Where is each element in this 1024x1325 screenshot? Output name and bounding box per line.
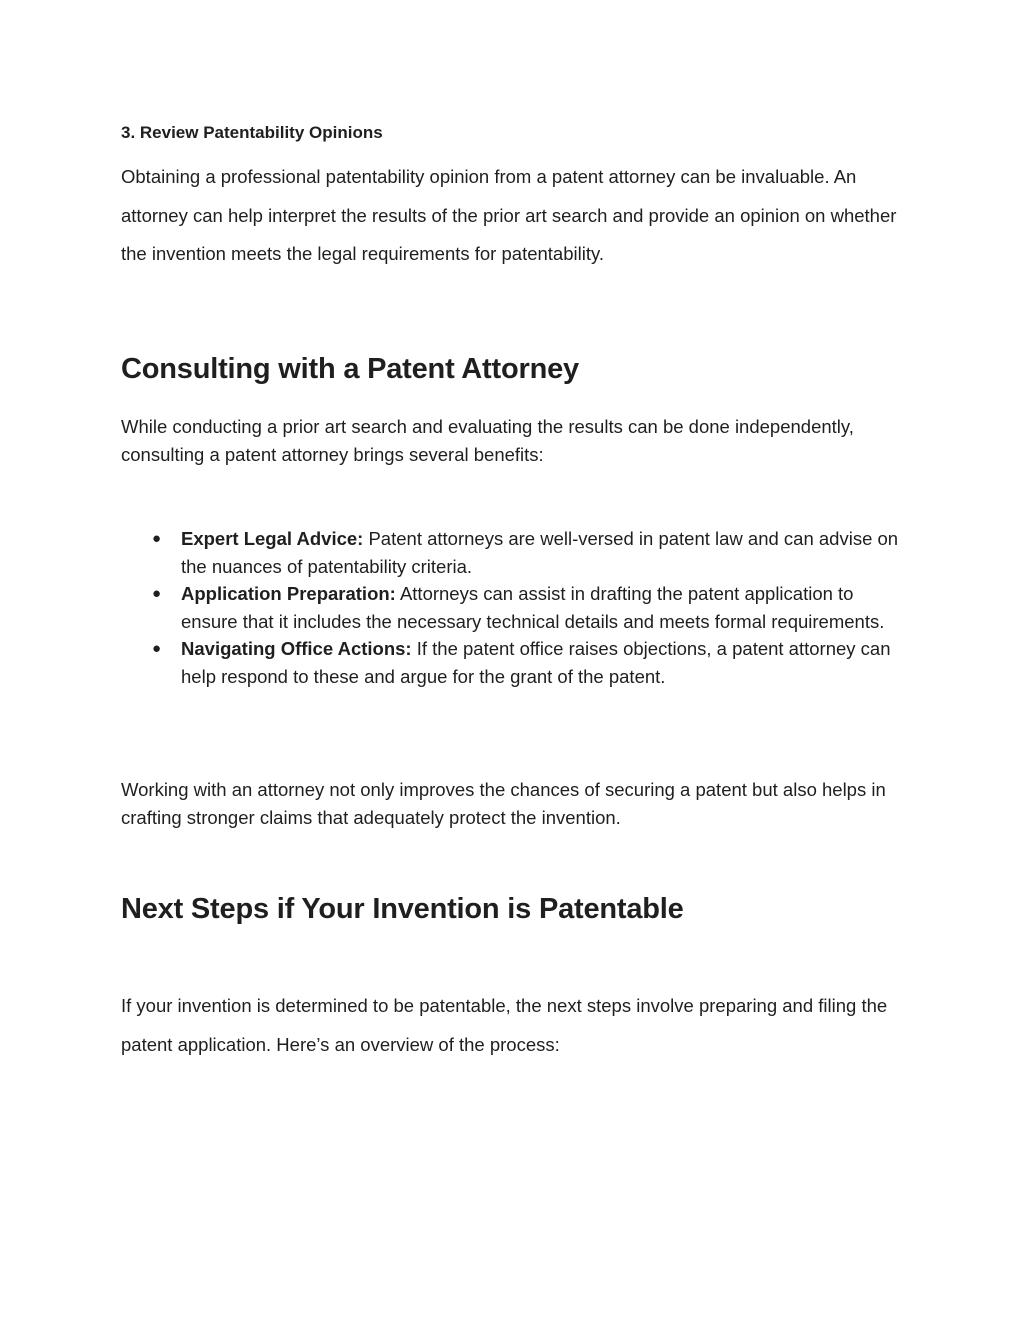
bullet-text: Patent attorneys are well-versed in patent law and can advise on the nuances of patentability criteria.	[181, 528, 899, 577]
list-item	[121, 580, 911, 635]
consulting-intro-paragraph: While conducting a prior art search and evaluating the results can be done independently, consulting a patent attorney brings several benefits:	[121, 416, 854, 465]
next-steps-paragraph: If your invention is determined to be patentable, the next steps involve preparing and filing the patent application. Here’s an overview of the process:	[121, 995, 888, 1055]
consulting-heading: Consulting with a Patent Attorney	[121, 353, 579, 385]
bullet-icon: ●	[152, 585, 162, 602]
list-item	[121, 635, 911, 690]
next-steps-heading: Next Steps if Your Invention is Patentable	[121, 893, 684, 925]
bullet-term: Application Preparation:	[181, 583, 396, 604]
bullet-icon: ●	[152, 640, 162, 657]
bullet-term: Navigating Office Actions:	[181, 638, 412, 659]
consulting-conclusion-paragraph: Working with an attorney not only improves the chances of securing a patent but also helps in crafting stronger claims that adequately protect the invention.	[121, 779, 886, 828]
bullet-text: If the patent office raises objections, a patent attorney can help respond to these and argue for the grant of the patent.	[181, 638, 891, 687]
bullet-text: Attorneys can assist in drafting the patent application to ensure that it includes the necessary technical details and meets formal requirements.	[181, 583, 885, 632]
review-opinions-heading: 3. Review Patentability Opinions	[121, 123, 383, 142]
review-opinions-paragraph: Obtaining a professional patentability opinion from a patent attorney can be invaluable. An attorney can help interpret the results of the prior art search and provide an opinion on whether the invention meets the legal requirements for patentability.	[121, 166, 897, 265]
benefits-list	[121, 525, 911, 690]
bullet-term: Expert Legal Advice:	[181, 528, 364, 549]
list-item	[121, 525, 911, 580]
bullet-icon: ●	[152, 530, 162, 547]
